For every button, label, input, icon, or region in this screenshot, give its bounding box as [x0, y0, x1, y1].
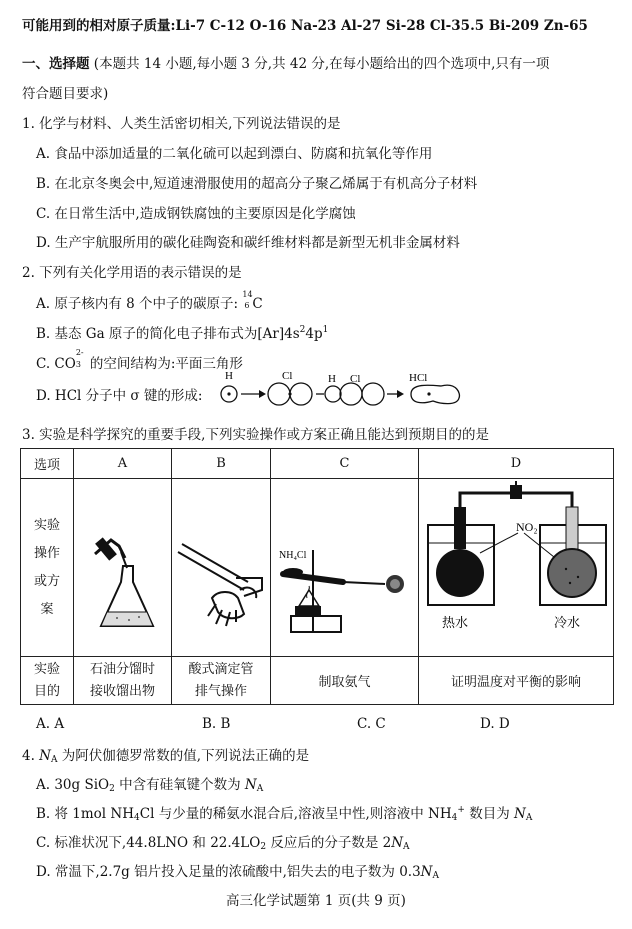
q4-a-na: N: [244, 777, 257, 793]
row-purpose-label: [21, 657, 74, 705]
q4-na-subscript: A: [50, 755, 58, 765]
q1-option-c: C. 在日常生活中,造成钢铁腐蚀的主要原因是化学腐蚀: [36, 206, 356, 222]
purpose-c: 制取氨气: [271, 657, 419, 705]
section-title: 一、选择题: [22, 56, 90, 72]
q2-b-text: B. 基态 Ga 原子的简化电子排布式为[Ar]4s: [36, 326, 300, 342]
q1-option-d: D. 生产宇航服所用的碳化硅陶瓷和碳纤维材料都是新型无机非金属材料: [36, 235, 460, 251]
q4-b-sub2: 4: [451, 813, 458, 823]
page-footer: 高三化学试题第 1 页(共 9 页): [226, 893, 406, 909]
label-line-4: 案: [40, 601, 54, 617]
section-description-cont: 符合题目要求): [22, 86, 109, 102]
q3-stem: 3. 实验是科学探究的重要手段,下列实验操作或方案正确且能达到预期目的的是: [22, 427, 489, 443]
q4-option-c: [36, 831, 410, 852]
q4-d-na-sub: A: [432, 871, 439, 881]
section-heading: [22, 52, 549, 72]
flask-receiver-icon: [77, 486, 169, 646]
purpose-a-line-1: 石油分馏时: [89, 661, 155, 677]
diagram-cl1-label: Cl: [282, 370, 293, 382]
q3-option-d: D. D: [480, 716, 510, 732]
q2-b-sup1: 2: [299, 325, 306, 335]
q2-c-formula: C. CO: [36, 356, 76, 372]
header-a: A: [74, 449, 172, 479]
apparatus-d: [419, 479, 614, 657]
q4-number: 4.: [22, 748, 40, 764]
q2-a-symbol: C: [252, 296, 263, 312]
purpose-a: [74, 657, 172, 705]
purpose-b: [172, 657, 271, 705]
purpose-b-line-1: 酸式滴定管: [188, 661, 254, 677]
q4-b-mid: Cl 与少量的稀氨水混合后,溶液呈中性,则溶液中 NH: [139, 806, 452, 822]
q4-a-sub: 2: [109, 784, 115, 794]
q2-option-c: [36, 348, 243, 372]
burette-hand-icon: [174, 486, 268, 646]
q4-stem-text: 为阿伏伽德罗常数的值,下列说法正确的是: [57, 748, 310, 764]
ammonia-setup-icon: [273, 486, 417, 646]
header-d: D: [419, 449, 614, 479]
header-c: C: [271, 449, 419, 479]
q2-c-charge: 2-: [75, 348, 84, 357]
q2-d-text: D. HCl 分子中 σ 键的形成:: [36, 388, 203, 404]
label-line-2: 操作: [33, 545, 60, 561]
q3-option-b: B. B: [202, 716, 231, 732]
q2-option-a: [36, 292, 263, 312]
diagram-h2-label: H: [328, 373, 336, 385]
q4-b-na: N: [514, 806, 526, 822]
q4-a-na-sub: A: [256, 784, 264, 794]
q4-a-pre: A. 30g SiO: [36, 777, 110, 793]
apparatus-a: [74, 479, 172, 657]
diagram-h1-label: H: [225, 370, 233, 382]
q2-option-b: [36, 322, 328, 342]
q4-b-sub: 4: [134, 813, 140, 823]
p-orbital-left-icon: [268, 383, 290, 405]
q4-stem: [22, 744, 309, 765]
apparatus-b: [172, 479, 271, 657]
q2-b-mid: 4p: [305, 326, 323, 342]
q3-option-c: C. C: [357, 716, 386, 732]
section-description: (本题共 14 小题,每小题 3 分,共 42 分,在每小题给出的四个选项中,只有一项: [93, 56, 550, 72]
q4-b-sup: +: [457, 805, 465, 815]
q4-b-na-sub: A: [525, 813, 533, 823]
q1-stem: 1. 化学与材料、人类生活密切相关,下列说法错误的是: [22, 116, 341, 132]
q4-option-a: [36, 773, 263, 794]
d-no2-label: NO₂: [516, 519, 538, 534]
purpose-d: 证明温度对平衡的影响: [419, 657, 614, 705]
purpose-label-line-2: 目的: [33, 683, 60, 699]
q4-b-post: 数目为: [464, 806, 515, 822]
c-reagent-label: NH₄Cl: [278, 549, 306, 561]
q4-c-post: 反应后的分子数是 2: [266, 835, 392, 851]
q3-option-a: A. A: [36, 716, 65, 732]
hcl-orbital-icon: [411, 385, 459, 403]
atomic-masses-header: 可能用到的相对原子质量:Li-7 C-12 O-16 Na-23 Al-27 Si-28 Cl-35.5 Bi-209 Zn-65: [22, 18, 588, 34]
d-hot-water-label: 热水: [442, 614, 469, 630]
purpose-label-line-1: 实验: [33, 661, 60, 677]
q2-a-text: A. 原子核内有 8 个中子的碳原子:: [36, 296, 239, 312]
q4-c-pre: C. 标准状况下,44.8LNO 和 22.4LO: [36, 835, 261, 851]
sigma-bond-diagram: [215, 368, 465, 410]
diagram-hcl-label: HCl: [409, 372, 428, 384]
q4-na-symbol: N: [39, 748, 51, 764]
apparatus-c: [271, 479, 419, 657]
q2-c-text: 的空间结构为:平面三角形: [89, 356, 243, 372]
no2-equilibrium-setup-icon: [420, 481, 612, 651]
q1-option-a: A. 食品中添加适量的二氧化硫可以起到漂白、防腐和抗氧化等作用: [36, 146, 433, 162]
purpose-a-line-2: 接收馏出物: [89, 683, 155, 699]
q1-option-b: B. 在北京冬奥会中,短道速滑服使用的超高分子聚乙烯属于有机高分子材料: [36, 176, 478, 192]
q4-option-d: [36, 860, 439, 881]
q2-b-sup2: 1: [322, 325, 329, 335]
q2-a-mass-number: 14: [242, 290, 253, 299]
experiment-table: [20, 448, 614, 705]
q4-c-sub: 2: [260, 842, 267, 852]
header-b: B: [172, 449, 271, 479]
q2-option-d: [36, 384, 202, 404]
q4-c-na: N: [391, 835, 404, 851]
q2-a-atomic-number: 6: [244, 301, 250, 310]
q4-b-pre: B. 将 1mol NH: [36, 806, 135, 822]
header-option: 选项: [21, 449, 74, 479]
q4-d-pre: D. 常温下,2.7g 铝片投入足量的浓硫酸中,铝失去的电子数为 0.3: [36, 864, 421, 880]
d-cold-water-label: 冷水: [554, 614, 581, 630]
row-operation-label: [21, 479, 74, 657]
q4-c-na-sub: A: [403, 842, 410, 852]
diagram-cl2-label: Cl: [350, 373, 361, 385]
p-orbital-right-icon: [290, 383, 312, 405]
q4-d-na: N: [420, 864, 433, 880]
label-line-1: 实验: [33, 517, 60, 533]
q4-a-post: 中含有硅氧键个数为: [114, 777, 245, 793]
q4-option-b: [36, 802, 532, 823]
purpose-b-line-2: 排气操作: [194, 683, 247, 699]
q2-stem: 2. 下列有关化学用语的表示错误的是: [22, 265, 242, 281]
label-line-3: 或方: [33, 573, 60, 589]
q2-c-subscript: 3: [75, 360, 81, 369]
